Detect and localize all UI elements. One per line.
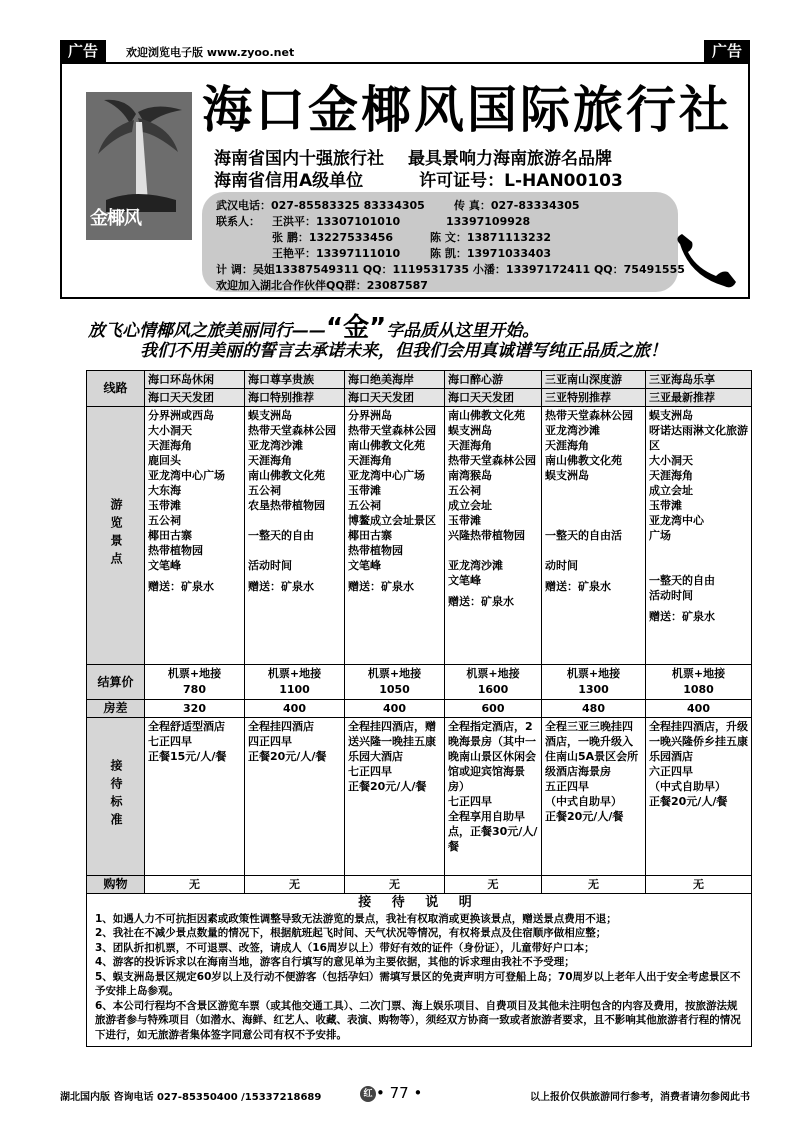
notes-title: 接 待 说 明 <box>358 895 480 910</box>
gold-character: “金” <box>326 313 387 343</box>
spots-label <box>87 407 145 665</box>
spot-item: 热带天堂森林公园 <box>545 409 633 422</box>
agency-logo <box>86 92 192 240</box>
contact-1b: 13397109928 <box>446 215 531 228</box>
tagline-1b: 字品质从这里开始。 <box>386 321 540 341</box>
contact-row-dispatch <box>216 262 685 278</box>
contact-row-qq <box>216 278 668 294</box>
welcome-text[interactable]: 欢迎浏览电子版 www.zyoo.net <box>126 46 295 59</box>
price-cell <box>542 665 646 700</box>
edition-badge: 红 <box>360 1086 376 1102</box>
price-type: 机票+地接 <box>167 667 222 680</box>
spot-item: 亚龙湾沙滩 <box>545 424 600 437</box>
footer-left: 湖北国内版 咨询电话 027-85350400 /15337218689 <box>60 1092 322 1103</box>
spot-item: 天涯海角 <box>348 454 392 467</box>
standard-label <box>87 718 145 876</box>
spot-item: 天涯海角 <box>649 469 693 482</box>
spot-item: 热带天堂森林公园 <box>348 424 436 437</box>
room-diff-value: 320 <box>145 700 245 718</box>
spot-item: 天涯海角 <box>448 439 492 452</box>
standard-cell <box>542 718 646 876</box>
spot-item: 兴隆热带植物园 <box>448 529 525 542</box>
price-value: 1100 <box>279 683 310 696</box>
spot-item: 鹿回头 <box>148 454 181 467</box>
spot-item <box>248 513 341 528</box>
room-diff-value: 400 <box>646 700 752 718</box>
top-bar <box>60 40 750 62</box>
note-item: 1、如遇人力不可抗拒因素或政策性调整导致无法游览的景点，我社有权取消或更换该景点，赠送景点费用不退； <box>95 912 617 925</box>
note-item: 6、本公司行程均不含景区游览车票（或其他交通工具）、二次门票、海上娱乐项目、自费项目及其他未注明包含的内容及费用，按旅游法规旅游者参与特殊项目（如潜水、海鲜、红艺人、收藏、表演、购物等），须经双方协商一致或者旅游者要求，且不影响其他旅游者行程的情况下进行，如无旅游者集体签字同意公司有权不予安排。 <box>95 999 741 1041</box>
price-cell <box>245 665 345 700</box>
spot-item: 南山佛教文化苑 <box>545 454 622 467</box>
spot-item: 文笔峰 <box>148 559 181 572</box>
gift-note: 赠送：矿泉水 <box>148 580 214 593</box>
spot-item: 天涯海角 <box>248 454 292 467</box>
spot-item: 南山佛教文化苑 <box>248 469 325 482</box>
room-diff-value: 480 <box>542 700 646 718</box>
spot-item: 热带天堂森林公园 <box>448 454 536 467</box>
standard-cell <box>646 718 752 876</box>
shopping-value: 无 <box>646 876 752 894</box>
note-item: 2、我社在不减少景点数量的情况下，根据航班起飞时间、天气状况等情况，有权将景点及住宿顺序做相应整； <box>95 927 607 939</box>
spot-item: 亚龙湾沙滩 <box>248 439 303 452</box>
spot-item: 亚龙湾沙滩 <box>448 559 503 572</box>
spot-item: 亚龙湾中心广场 <box>348 469 425 482</box>
shopping-row <box>87 876 752 894</box>
standard-line: 七正四早 <box>448 795 492 808</box>
shopping-value: 无 <box>145 876 245 894</box>
spot-item: 亚龙湾中心广场 <box>148 469 225 482</box>
price-value: 1080 <box>683 683 714 696</box>
contact-2b: 陈 文：13871113232 <box>430 231 552 244</box>
tagline-2: 我们不用美丽的誓言去承诺未来，但我们会用真诚谱写纯正品质之旅！ <box>140 341 667 361</box>
price-cell <box>345 665 445 700</box>
fax-number: 传 真：027-83334305 <box>454 199 580 212</box>
spot-item: 玉带滩 <box>649 499 682 512</box>
spot-item <box>545 483 642 498</box>
spots-label-text: 游览景点 <box>109 497 123 570</box>
spot-item <box>545 543 642 558</box>
standard-line: 全程挂四酒店 <box>248 720 314 733</box>
standard-line: 正餐20元/人/餐 <box>348 780 427 793</box>
spot-item: 椰田古寨 <box>148 529 192 542</box>
price-row <box>87 665 752 700</box>
contact-3: 王艳平：13397111010 <box>272 247 401 260</box>
standard-line: 七正四早 <box>148 735 192 748</box>
spot-item: 亚龙湾中心 <box>649 514 704 527</box>
gift-note: 赠送：矿泉水 <box>649 610 715 623</box>
price-label: 结算价 <box>87 665 145 700</box>
spot-item: 热带植物园 <box>348 544 403 557</box>
itinerary-table <box>86 370 752 1047</box>
price-value: 1050 <box>379 683 410 696</box>
spot-item <box>248 543 341 558</box>
route-sub: 海口特别推荐 <box>245 389 345 407</box>
spot-item: 五公祠 <box>248 484 281 497</box>
spot-item <box>649 558 748 573</box>
standard-line: 正餐20元/人/餐 <box>649 795 728 808</box>
page-number: • 77 • <box>376 1084 423 1102</box>
spots-cell <box>245 407 345 665</box>
standard-line: 四正四早 <box>248 735 292 748</box>
notes-list <box>95 912 743 1043</box>
tagline-1a: 放飞心情椰风之旅美丽同行—— <box>88 321 326 341</box>
price-cell <box>445 665 542 700</box>
spot-item <box>448 543 538 558</box>
agency-name: 海口金椰风国际旅行社 <box>202 81 732 139</box>
notes-cell <box>87 894 752 1047</box>
price-type: 机票+地接 <box>466 667 520 680</box>
gift-note: 赠送：矿泉水 <box>248 580 314 593</box>
route-name-row <box>87 371 752 389</box>
route-name: 海口环岛休闲 <box>145 371 245 389</box>
spot-item: 一整天的自由 <box>248 529 314 542</box>
spot-item: 一整天的自由 <box>649 574 715 587</box>
spot-item: 玉带滩 <box>348 484 381 497</box>
spot-item: 动时间 <box>545 559 578 572</box>
spot-item: 分界洲或西岛 <box>148 409 214 422</box>
spots-row <box>87 407 752 665</box>
spot-item: 南山佛教文化苑 <box>348 439 425 452</box>
agency-ad-box <box>60 62 750 299</box>
room-diff-value: 400 <box>245 700 345 718</box>
room-diff-row <box>87 700 752 718</box>
contact-2: 张 鹏：13227533456 <box>272 231 394 244</box>
shopping-value: 无 <box>445 876 542 894</box>
spot-item: 椰田古寨 <box>348 529 392 542</box>
price-cell <box>145 665 245 700</box>
spots-cell <box>646 407 752 665</box>
route-sub: 海口天天发团 <box>345 389 445 407</box>
spot-item: 南湾猴岛 <box>448 469 492 482</box>
standard-cell <box>245 718 345 876</box>
standard-row <box>87 718 752 876</box>
gift-note: 赠送：矿泉水 <box>448 595 514 608</box>
contact-row-3 <box>216 246 668 262</box>
standard-cell <box>145 718 245 876</box>
standard-line: 正餐20元/人/餐 <box>545 810 624 823</box>
contact-row-2 <box>216 230 668 246</box>
spots-cell <box>345 407 445 665</box>
spot-item: 热带天堂森林公园 <box>248 424 336 437</box>
spot-item: 玉带滩 <box>148 499 181 512</box>
slogan-1b: 最具景响力海南旅游名品牌 <box>408 149 612 169</box>
slogan-line-2 <box>214 166 623 191</box>
spots-cell <box>542 407 646 665</box>
contact-3b: 陈 凯：13971033403 <box>430 247 552 260</box>
contact-row-phone <box>216 198 668 214</box>
spot-item: 五公祠 <box>148 514 181 527</box>
spot-item <box>545 513 642 528</box>
standard-label-text: 接待标准 <box>109 758 123 831</box>
dispatch-contacts: 计 调：吴姐13387549311 QQ：1119531735 小潘：13397172411 QQ：75491555 <box>216 263 685 276</box>
ad-tag-left: 广告 <box>60 40 106 62</box>
standard-line: 全程挂四酒店，升级一晚兴隆侨乡挂五康乐园酒店 <box>649 720 748 763</box>
spot-item: 广场 <box>649 529 671 542</box>
note-item: 3、团队折扣机票，不可退票、改签，请成人（16周岁以上）带好有效的证件（身份证），儿童带好户口本； <box>95 941 595 954</box>
qq-group: 欢迎加入湖北合作伙伴QQ群：23087587 <box>216 279 428 292</box>
contact-row-1 <box>216 214 668 230</box>
slogan-1a: 海南省国内十强旅行社 <box>214 149 384 169</box>
shopping-value: 无 <box>345 876 445 894</box>
route-name: 海口绝美海岸 <box>345 371 445 389</box>
price-type: 机票+地接 <box>367 667 422 680</box>
price-value: 780 <box>183 683 206 696</box>
price-value: 1600 <box>477 683 509 696</box>
spot-item: 五公祠 <box>348 499 381 512</box>
price-type: 机票+地接 <box>566 667 621 680</box>
shopping-value: 无 <box>542 876 646 894</box>
standard-line: 六正四早 <box>649 765 693 778</box>
standard-line: 全程三亚三晚挂四酒店，一晚升级入住南山5A景区会所级酒店海景房 <box>545 720 639 778</box>
room-diff-value: 600 <box>445 700 542 718</box>
spot-item: 活动时间 <box>248 559 292 572</box>
standard-line: 全程指定酒店，2晚海景房（其中一晚南山景区休闲会馆或迎宾馆海景房） <box>448 720 536 793</box>
route-sub: 海口天天发团 <box>445 389 542 407</box>
standard-line: 全程挂四酒店，赠送兴隆一晚挂五康乐园大酒店 <box>348 720 436 763</box>
spot-item: 大东海 <box>148 484 181 497</box>
spot-item: 成立会址 <box>649 484 693 497</box>
slogan-2a: 海南省信用A级单位 <box>214 171 364 191</box>
contact-1: 王洪平：13307101010 <box>272 215 401 228</box>
spot-item: 玉带滩 <box>448 514 481 527</box>
gift-note: 赠送：矿泉水 <box>348 580 414 593</box>
spot-item: 天涯海角 <box>148 439 192 452</box>
standard-line: 全程享用自助早点，正餐30元/人/餐 <box>448 810 538 853</box>
footer-right: 以上报价仅供旅游同行参考，消费者请勿参阅此书 <box>530 1092 750 1103</box>
spot-item: 蜈支洲岛 <box>248 409 292 422</box>
spot-item: 文笔峰 <box>348 559 381 572</box>
spot-item: 大小洞天 <box>649 454 693 467</box>
spot-item: 农垦热带植物园 <box>248 499 325 512</box>
logo-text: 金椰风 <box>90 208 141 229</box>
price-value: 1300 <box>578 683 609 696</box>
room-diff-value: 400 <box>345 700 445 718</box>
spot-item <box>649 543 748 558</box>
shopping-value: 无 <box>245 876 345 894</box>
note-item: 5、蜈支洲岛景区规定60岁以上及行动不便游客（包括孕妇）需填写景区的免责声明方可登船上岛；70周岁以上老年人出于安全考虑景区不予安排上岛参观。 <box>95 970 741 997</box>
route-name: 海口尊享贵族 <box>245 371 345 389</box>
spot-item: 天涯海角 <box>545 439 589 452</box>
spots-cell <box>145 407 245 665</box>
price-type: 机票+地接 <box>267 667 322 680</box>
spot-item: 五公祠 <box>448 484 481 497</box>
route-sub: 三亚特别推荐 <box>542 389 646 407</box>
route-label: 线路 <box>87 371 145 407</box>
spot-item <box>545 498 642 513</box>
room-diff-label: 房差 <box>87 700 145 718</box>
spot-item: 文笔峰 <box>448 574 481 587</box>
spots-cell <box>445 407 542 665</box>
spot-item: 南山佛教文化苑 <box>448 409 525 422</box>
note-item: 4、游客的投诉诉求以在海南当地，游客自行填写的意见单为主要依据，其他的诉求理由我社不予受理； <box>95 956 575 968</box>
shopping-label: 购物 <box>87 876 145 894</box>
standard-cell <box>345 718 445 876</box>
notes-row <box>87 894 752 1047</box>
route-sub: 海口天天发团 <box>145 389 245 407</box>
spot-item: 博鳌成立会址景区 <box>348 514 436 527</box>
standard-line: （中式自助早） <box>649 780 726 793</box>
route-name: 三亚南山深度游 <box>542 371 646 389</box>
standard-line: 五正四早 <box>545 780 589 793</box>
spot-item: 分界洲岛 <box>348 409 392 422</box>
spot-item: 成立会址 <box>448 499 492 512</box>
route-name: 海口醉心游 <box>445 371 542 389</box>
slogan-2b: 许可证号：L-HAN00103 <box>419 171 623 191</box>
price-cell <box>646 665 752 700</box>
wuhan-phone: 武汉电话：027-85583325 83334305 <box>216 199 425 212</box>
standard-line: 七正四早 <box>348 765 392 778</box>
spot-item: 一整天的自由活 <box>545 529 622 542</box>
standard-line: （中式自助早） <box>545 795 622 808</box>
contacts-label: 联系人： <box>216 215 260 228</box>
route-sub-row <box>87 389 752 407</box>
ad-tag-right: 广告 <box>704 40 750 62</box>
spot-item: 蜈支洲岛 <box>545 469 589 482</box>
spot-item: 呀诺达雨淋文化旅游区 <box>649 424 748 452</box>
standard-cell <box>445 718 542 876</box>
spot-item: 热带植物园 <box>148 544 203 557</box>
telephone-icon <box>672 230 742 292</box>
spot-item: 活动时间 <box>649 589 693 602</box>
spot-item: 蜈支洲岛 <box>649 409 693 422</box>
route-name: 三亚海岛乐享 <box>646 371 752 389</box>
page-footer <box>60 1084 750 1106</box>
route-sub: 三亚最新推荐 <box>646 389 752 407</box>
standard-line: 正餐15元/人/餐 <box>148 750 227 763</box>
price-type: 机票+地接 <box>671 667 726 680</box>
standard-line: 正餐20元/人/餐 <box>248 750 327 763</box>
spot-item: 大小洞天 <box>148 424 192 437</box>
gift-note: 赠送：矿泉水 <box>545 580 611 593</box>
standard-line: 全程舒适型酒店 <box>148 720 225 733</box>
contact-panel <box>202 192 685 292</box>
spot-item: 蜈支洲岛 <box>448 424 492 437</box>
